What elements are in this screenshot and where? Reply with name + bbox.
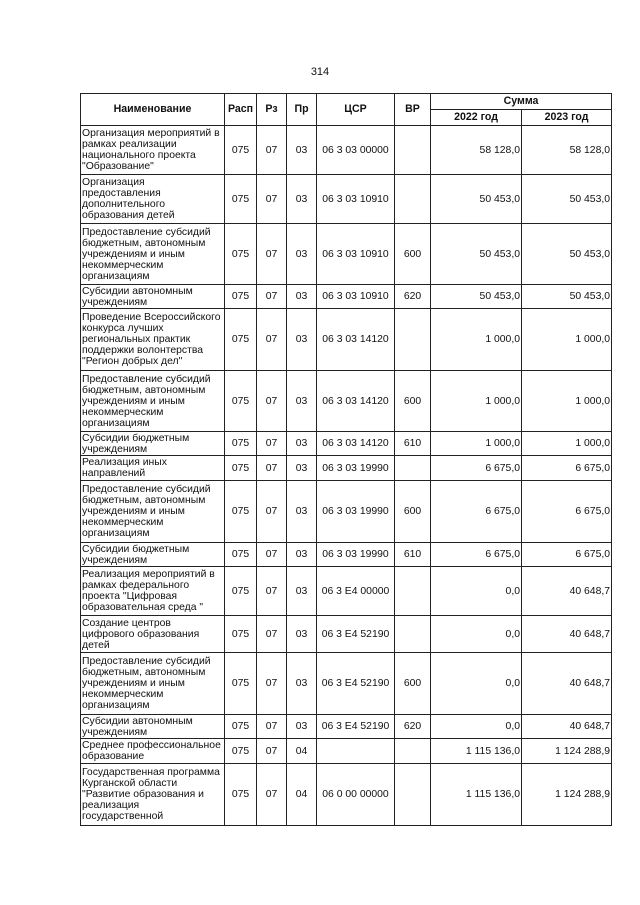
table-row — [81, 715, 612, 739]
cell-rz: 07 — [257, 543, 287, 567]
cell-rz: 07 — [257, 764, 287, 826]
cell-2022: 0,0 — [431, 616, 522, 653]
cell-vr — [395, 567, 431, 616]
cell-rz: 07 — [257, 126, 287, 175]
cell-rasp: 075 — [225, 543, 257, 567]
cell-name: Создание центров цифрового образования детей — [81, 616, 225, 653]
cell-2022: 0,0 — [431, 715, 522, 739]
cell-2022: 1 115 136,0 — [431, 764, 522, 826]
table-row — [81, 175, 612, 224]
cell-csr: 06 3 Е4 52190 — [317, 616, 395, 653]
cell-pr: 03 — [287, 224, 317, 285]
cell-vr — [395, 616, 431, 653]
cell-2022: 6 675,0 — [431, 481, 522, 543]
cell-name: Предоставление субсидий бюджетным, автономным учреждениям и иным некоммерческим организациям — [81, 653, 225, 715]
table-row — [81, 543, 612, 567]
cell-pr: 03 — [287, 309, 317, 371]
table-row — [81, 432, 612, 456]
cell-csr: 06 3 03 00000 — [317, 126, 395, 175]
cell-csr: 06 3 03 19990 — [317, 481, 395, 543]
cell-2022: 0,0 — [431, 653, 522, 715]
table-row — [81, 567, 612, 616]
cell-2022: 50 453,0 — [431, 175, 522, 224]
cell-rasp: 075 — [225, 285, 257, 309]
cell-rz: 07 — [257, 715, 287, 739]
header-csr: ЦСР — [317, 94, 395, 126]
cell-name: Предоставление субсидий бюджетным, автономным учреждениям и иным некоммерческим организациям — [81, 371, 225, 432]
cell-csr — [317, 739, 395, 764]
cell-2022: 0,0 — [431, 567, 522, 616]
cell-vr — [395, 739, 431, 764]
header-pr: Пр — [287, 94, 317, 126]
cell-name: Государственная программа Курганской области "Развитие образования и реализация государственной — [81, 764, 225, 826]
cell-2023: 40 648,7 — [522, 567, 612, 616]
table-row — [81, 481, 612, 543]
cell-rz: 07 — [257, 175, 287, 224]
cell-pr: 03 — [287, 567, 317, 616]
cell-2022: 50 453,0 — [431, 285, 522, 309]
cell-vr: 610 — [395, 543, 431, 567]
table-row — [81, 616, 612, 653]
cell-name: Реализация мероприятий в рамках федерального проекта "Цифровая образовательная среда " — [81, 567, 225, 616]
cell-csr: 06 3 Е4 00000 — [317, 567, 395, 616]
cell-pr: 03 — [287, 616, 317, 653]
cell-2023: 50 453,0 — [522, 285, 612, 309]
cell-rasp: 075 — [225, 567, 257, 616]
cell-rz: 07 — [257, 739, 287, 764]
header-year-2023: 2023 год — [522, 110, 612, 126]
table-row — [81, 285, 612, 309]
cell-name: Организация предоставления дополнительного образования детей — [81, 175, 225, 224]
header-vr: ВР — [395, 94, 431, 126]
table-row — [81, 371, 612, 432]
cell-rasp: 075 — [225, 764, 257, 826]
table-row — [81, 764, 612, 826]
header-year-2022: 2022 год — [431, 110, 522, 126]
cell-name: Реализация иных направлений — [81, 456, 225, 481]
table-row — [81, 224, 612, 285]
cell-2022: 6 675,0 — [431, 456, 522, 481]
cell-rasp: 075 — [225, 309, 257, 371]
cell-rz: 07 — [257, 285, 287, 309]
cell-rasp: 075 — [225, 715, 257, 739]
header-name: Наименование — [81, 94, 225, 126]
cell-pr: 03 — [287, 175, 317, 224]
cell-2023: 1 000,0 — [522, 371, 612, 432]
cell-pr: 03 — [287, 432, 317, 456]
table-row — [81, 739, 612, 764]
header-sum: Сумма — [431, 94, 612, 110]
cell-csr: 06 3 03 14120 — [317, 309, 395, 371]
cell-rz: 07 — [257, 616, 287, 653]
cell-rasp: 075 — [225, 126, 257, 175]
cell-rz: 07 — [257, 481, 287, 543]
cell-2023: 50 453,0 — [522, 224, 612, 285]
cell-pr: 03 — [287, 371, 317, 432]
cell-rz: 07 — [257, 456, 287, 481]
cell-2023: 6 675,0 — [522, 543, 612, 567]
cell-rasp: 075 — [225, 456, 257, 481]
cell-csr: 06 3 Е4 52190 — [317, 715, 395, 739]
cell-csr: 06 3 03 14120 — [317, 432, 395, 456]
cell-vr — [395, 309, 431, 371]
cell-2023: 1 124 288,9 — [522, 764, 612, 826]
cell-2023: 40 648,7 — [522, 616, 612, 653]
cell-name: Субсидии автономным учреждениям — [81, 715, 225, 739]
cell-pr: 03 — [287, 456, 317, 481]
cell-csr: 06 3 03 19990 — [317, 456, 395, 481]
cell-rz: 07 — [257, 309, 287, 371]
cell-vr: 600 — [395, 481, 431, 543]
cell-csr: 06 3 03 19990 — [317, 543, 395, 567]
cell-name: Субсидии бюджетным учреждениям — [81, 432, 225, 456]
cell-vr — [395, 456, 431, 481]
cell-2022: 1 000,0 — [431, 432, 522, 456]
budget-table — [80, 93, 612, 826]
cell-vr: 610 — [395, 432, 431, 456]
cell-csr: 06 3 03 10910 — [317, 175, 395, 224]
cell-rasp: 075 — [225, 175, 257, 224]
cell-rz: 07 — [257, 653, 287, 715]
cell-pr: 03 — [287, 543, 317, 567]
header-rz: Рз — [257, 94, 287, 126]
cell-pr: 03 — [287, 715, 317, 739]
cell-csr: 06 3 03 10910 — [317, 224, 395, 285]
cell-2022: 1 115 136,0 — [431, 739, 522, 764]
cell-pr: 03 — [287, 481, 317, 543]
cell-name: Проведение Всероссийского конкурса лучших региональных практик поддержки волонтерства "Регион добрых дел" — [81, 309, 225, 371]
cell-vr: 620 — [395, 715, 431, 739]
cell-2023: 1 000,0 — [522, 309, 612, 371]
cell-2022: 50 453,0 — [431, 224, 522, 285]
table-body — [81, 126, 612, 826]
cell-2022: 1 000,0 — [431, 309, 522, 371]
cell-vr: 600 — [395, 653, 431, 715]
cell-name: Организация мероприятий в рамках реализации национального проекта "Образование" — [81, 126, 225, 175]
cell-2022: 58 128,0 — [431, 126, 522, 175]
cell-vr: 600 — [395, 371, 431, 432]
cell-name: Среднее профессиональное образование — [81, 739, 225, 764]
cell-2023: 1 000,0 — [522, 432, 612, 456]
cell-rz: 07 — [257, 371, 287, 432]
cell-2023: 40 648,7 — [522, 653, 612, 715]
page-number: 314 — [310, 66, 330, 78]
cell-name: Субсидии автономным учреждениям — [81, 285, 225, 309]
cell-name: Субсидии бюджетным учреждениям — [81, 543, 225, 567]
cell-2023: 6 675,0 — [522, 481, 612, 543]
cell-csr: 06 3 Е4 52190 — [317, 653, 395, 715]
cell-pr: 04 — [287, 739, 317, 764]
cell-csr: 06 3 03 14120 — [317, 371, 395, 432]
cell-rasp: 075 — [225, 739, 257, 764]
cell-name: Предоставление субсидий бюджетным, автономным учреждениям и иным некоммерческим организациям — [81, 481, 225, 543]
cell-rasp: 075 — [225, 616, 257, 653]
cell-csr: 06 3 03 10910 — [317, 285, 395, 309]
cell-pr: 03 — [287, 126, 317, 175]
cell-2023: 58 128,0 — [522, 126, 612, 175]
cell-2023: 50 453,0 — [522, 175, 612, 224]
cell-vr: 600 — [395, 224, 431, 285]
table-row — [81, 126, 612, 175]
table-row — [81, 456, 612, 481]
cell-vr — [395, 764, 431, 826]
cell-csr: 06 0 00 00000 — [317, 764, 395, 826]
table-header — [81, 94, 612, 126]
table-row — [81, 653, 612, 715]
cell-vr — [395, 126, 431, 175]
cell-2023: 1 124 288,9 — [522, 739, 612, 764]
cell-rasp: 075 — [225, 224, 257, 285]
cell-rz: 07 — [257, 224, 287, 285]
cell-rz: 07 — [257, 567, 287, 616]
cell-2022: 1 000,0 — [431, 371, 522, 432]
cell-pr: 03 — [287, 285, 317, 309]
cell-2022: 6 675,0 — [431, 543, 522, 567]
cell-pr: 04 — [287, 764, 317, 826]
cell-pr: 03 — [287, 653, 317, 715]
cell-rz: 07 — [257, 432, 287, 456]
cell-vr — [395, 175, 431, 224]
cell-rasp: 075 — [225, 371, 257, 432]
cell-rasp: 075 — [225, 653, 257, 715]
header-rasp: Расп — [225, 94, 257, 126]
cell-2023: 40 648,7 — [522, 715, 612, 739]
cell-rasp: 075 — [225, 432, 257, 456]
table-row — [81, 309, 612, 371]
cell-rasp: 075 — [225, 481, 257, 543]
cell-vr: 620 — [395, 285, 431, 309]
cell-name: Предоставление субсидий бюджетным, автономным учреждениям и иным некоммерческим организациям — [81, 224, 225, 285]
cell-2023: 6 675,0 — [522, 456, 612, 481]
